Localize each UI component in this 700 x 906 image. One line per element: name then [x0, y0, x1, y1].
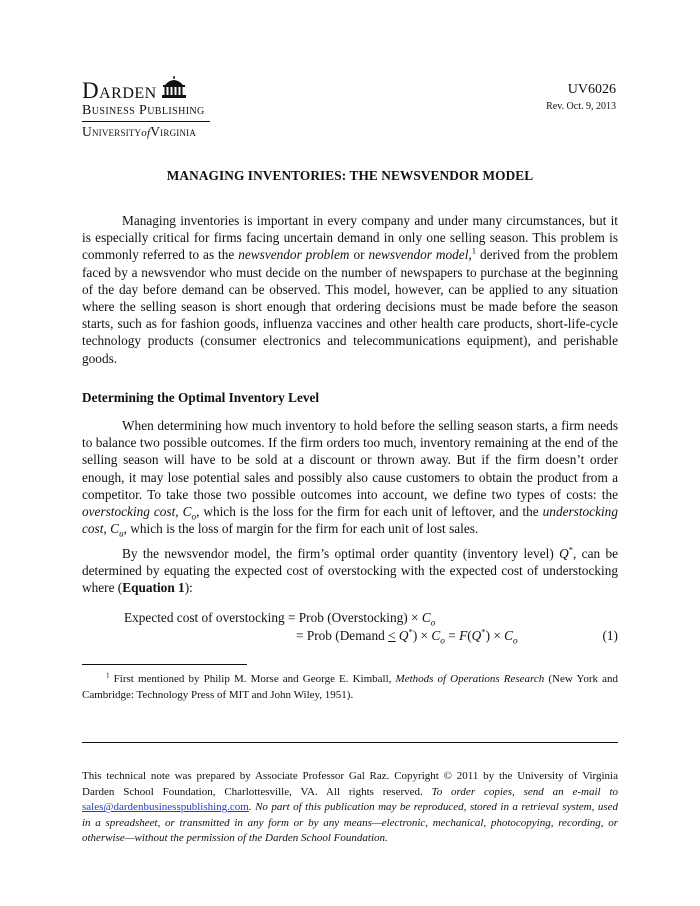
equation-line-1: Expected cost of overstocking = Prob (Overstocking) × $C_o$	[124, 610, 436, 629]
footnote-ref[interactable]: 1	[471, 245, 477, 256]
footnote-divider	[82, 664, 247, 665]
document-title: MANAGING INVENTORIES: THE NEWSVENDOR MODEL	[166, 168, 534, 183]
paragraph-costs: When determining how much inventory to hold before the selling season starts, a firm needs to balance two possible outcomes. If the firm orders too much, inventory remaining at the end of the selling season will have to be sold at a discount or thrown away. But if the firm doesn’t order enough, it may lose potential sales and possibly also cause customers to obtain the product from a competitor. To take those two possible outcomes into account, we define two types of costs: the overstocking cost, $C_o$, which is the loss for the firm for each unit of leftover, and the understocking cost, $C_u$, which is the loss of margin for the firm for each unit of lost sales.	[82, 418, 618, 540]
footnote: $^1$ First mentioned by Philip M. Morse and George E. Kimball, Methods of Operations Research (New York and Cambridge: Technology Press of MIT and John Wiley, 1951).	[82, 671, 619, 701]
document-id	[546, 82, 616, 113]
equation-line-2: = Prob (Demand < $Q^*) \times C_o = F(Q^*) \times C_o$	[296, 626, 518, 647]
logo-darden-text: Darden	[82, 78, 157, 103]
rotunda-icon	[161, 76, 187, 102]
section-heading: Determining the Optimal Inventory Level	[82, 390, 320, 405]
logo-business-publishing: Business Publishing	[82, 103, 205, 118]
paragraph-intro: Managing inventories is important in every company and under many circumstances, but it is especially critical for firms facing uncertain demand in only one selling season. This problem is commonly referred to as the newsvendor problem or newsvendor model,$^1$ derived from the problem faced by a newsvendor who must decide on the number of newspapers to purchase at the beginning of the day before demand can be observed. This model, however, can be applied to any situation where the selling season is short enough that ordering decisions must be made before the season starts, such as for fashion goods, influenza vaccines and other health care products, short-life-cycle technology products (consumer electronics and telecommunications equipment), and perishable goods.	[82, 213, 619, 366]
equation-number: (1)	[602, 628, 618, 643]
logo-university: UniversityofVirginia	[82, 124, 197, 139]
logo-divider	[82, 121, 210, 122]
paragraph-optimal-quantity: By the newsvendor model, the firm’s optimal order quantity (inventory level) Q*, can be determined by equating the expected cost of overstocking with the expected cost of understocking where (Equation 1):	[82, 544, 618, 596]
copyright-notice: This technical note was prepared by Associate Professor Gal Raz. Copyright © 2011 by the University of Virginia Darden School Foundation, Charlottesville, VA. All rights reserved. To order copies, send an e-mail to sales@dardenbusinesspublishing.com. No part of this publication may be reproduced, stored in a retrieval system, used in a spreadsheet, or transmitted in any form or by any means—electronic, mechanical, photocopying, recording, or otherwise—without the permission of the Darden School Foundation.	[82, 770, 618, 845]
footer-divider	[82, 742, 618, 743]
email-link[interactable]: sales@dardenbusinesspublishing.com	[82, 801, 249, 814]
revision-date: Rev. Oct. 9, 2013	[546, 101, 616, 112]
logo-line-darden	[82, 76, 232, 102]
darden-logo	[82, 76, 232, 141]
document-code: UV6026	[567, 82, 616, 97]
